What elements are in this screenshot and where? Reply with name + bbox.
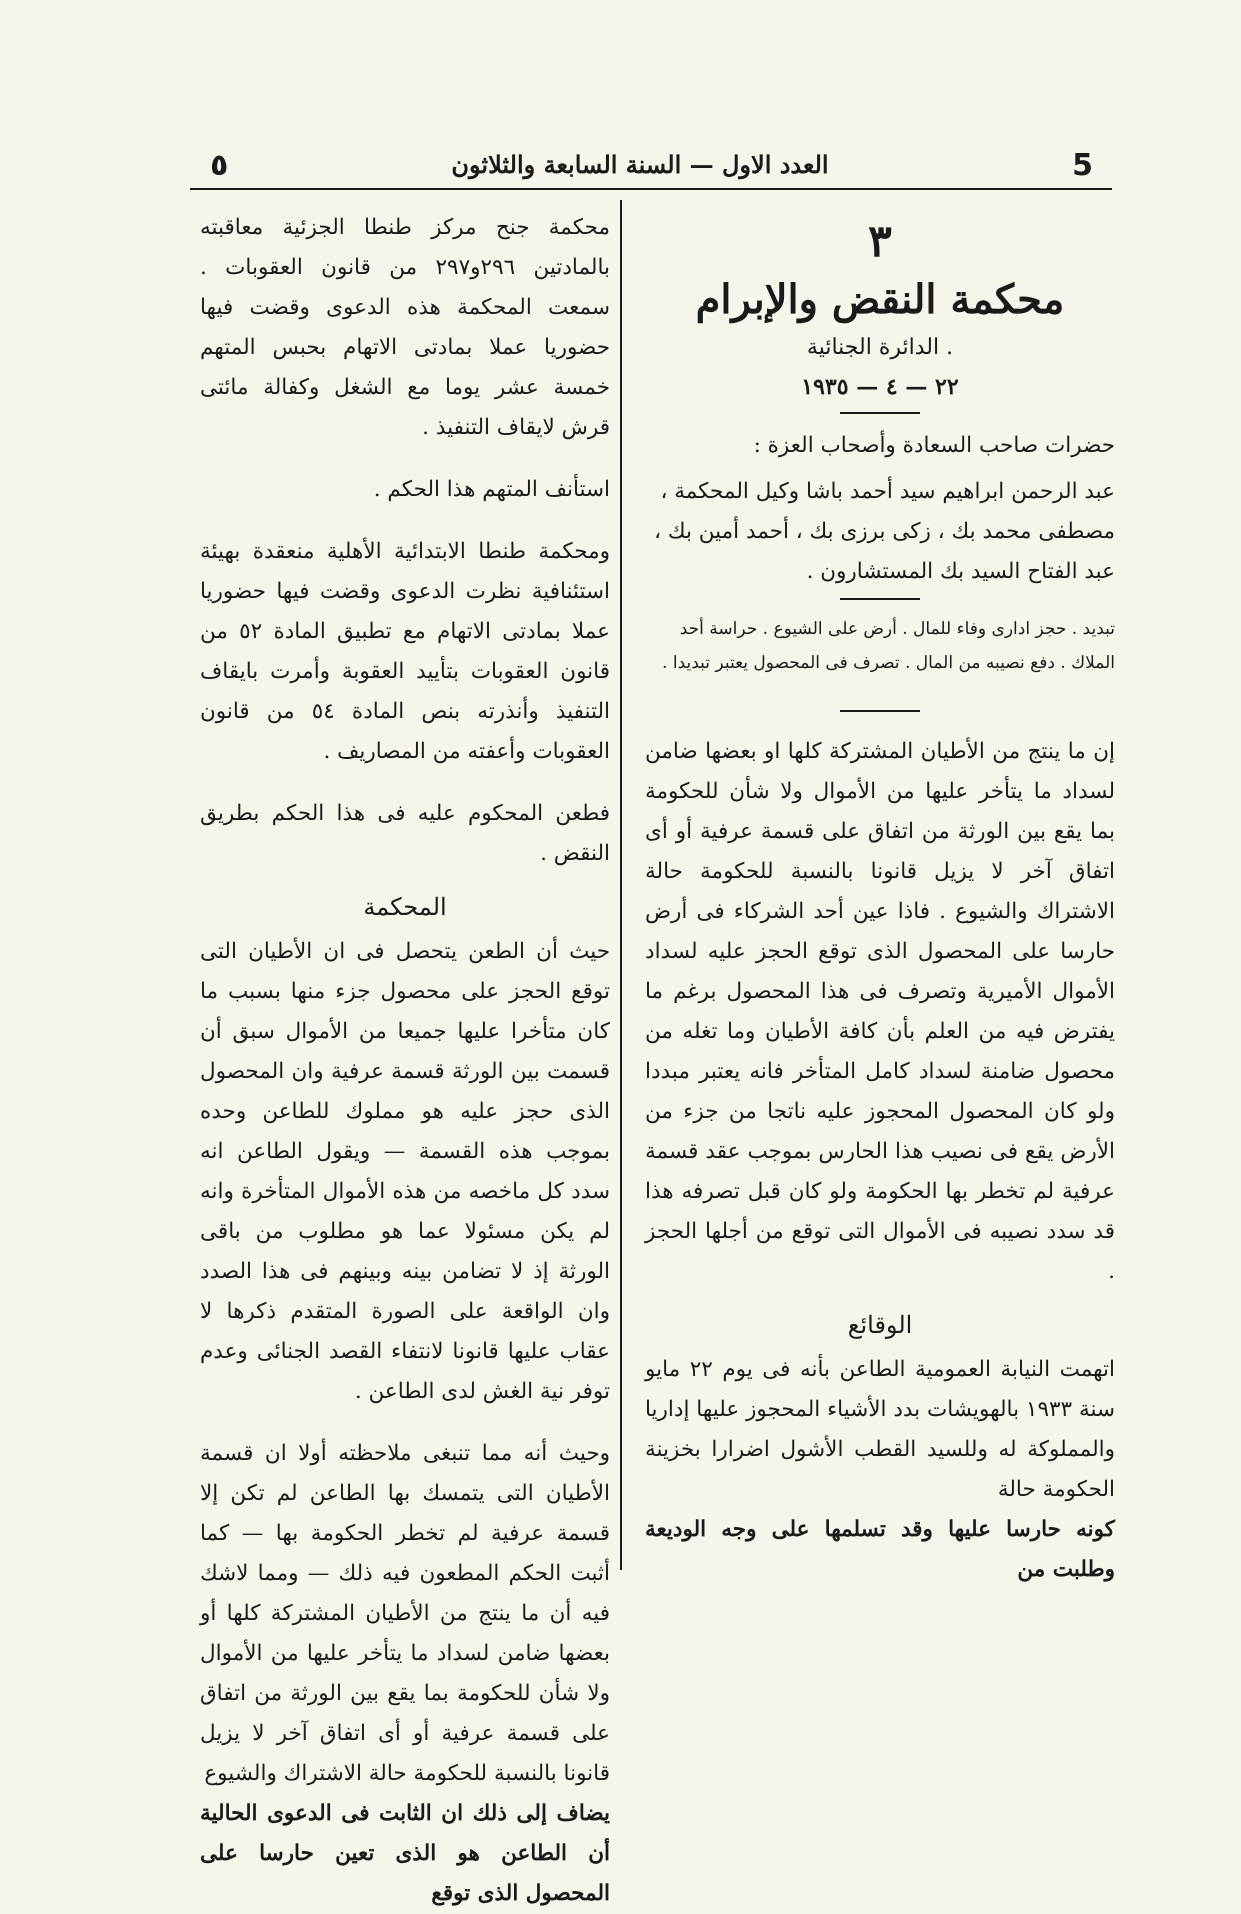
judges-rule: [840, 598, 920, 600]
facts-heading: الوقائع: [847, 1311, 913, 1339]
right-column: [645, 208, 1115, 1590]
paragraph: وحيث أنه مما تنبغى ملاحظته أولا ان قسمة الأطيان التى يتمسك بها الطاعن لم تكن إلا قسمة عرفية لم تخطر الحكومة بها — كما أثبت الحكم المطعون فيه ذلك — ومما لاشك فيه أن ما ينتج من الأطيان المشتركة كلها أو بعضها ضامن لسداد ما يتأخر عليها من الأموال ولا شأن للحكومة بما يقع بين الورثة من اتفاق على قسمة عرفية أو أى اتفاق آخر لا يزيل قانونا بالنسبة للحكومة حالة الاشتراك والشيوع: [200, 1441, 610, 1786]
left-column: [200, 208, 610, 1914]
paragraph: فطعن المحكوم عليه فى هذا الحكم بطريق النقض .: [200, 801, 610, 866]
case-number: ٣: [868, 216, 892, 267]
summary-rule: [840, 710, 920, 712]
judges-intro: حضرات صاحب السعادة وأصحاب العزة :: [753, 433, 1115, 458]
judges-list: [645, 472, 1115, 592]
judges-line: مصطفى محمد بك ، زكى برزى بك ، أحمد أمين بك ،: [654, 519, 1115, 544]
page-number-arabic: ٥: [210, 148, 229, 183]
judges-line: عبد الرحمن ابراهيم سيد أحمد باشا وكيل المحكمة ،: [660, 479, 1115, 504]
paragraph: حيث أن الطعن يتحصل فى ان الأطيان التى توقع الحجز على محصول جزء منها بسبب ما كان متأخرا عليها جميعا من الأموال سبق أن قسمت بين الورثة قسمة عرفية وان المحصول الذى حجز عليه هو مملوك للطاعن وحده بموجب هذه القسمة — ويقول الطاعن انه سدد كل ماخصه من هذه الأموال المتأخرة وانه لم يكن مسئولا عما هو مطلوب من باقى الورثة إذ لا تضامن بينه وبينهم فى هذا الصدد وان الواقعة على الصورة المتقدم ذكرها لا عقاب عليها قانونا لانتفاء القصد الجنائى وعدم توفر نية الغش لدى الطاعن .: [200, 939, 610, 1404]
paragraph: محكمة جنح مركز طنطا الجزئية معاقبته بالمادتين ٢٩٦و٢٩٧ من قانون العقوبات . سمعت المحكمة هذه الدعوى وقضت فيها حضوريا عملا بمادتى الاتهام بحبس المتهم خمسة عشر يوما مع الشغل وكفالة مائتى قرش لايقاف التنفيذ .: [200, 215, 610, 440]
ruling-date: ٢٢ — ٤ — ١٩٣٥: [801, 374, 959, 400]
page-number-latin: 5: [1072, 148, 1093, 183]
header-rule: [190, 188, 1112, 190]
circuit-name: . الدائرة الجنائية: [806, 335, 954, 360]
case-summary: تبديد . حجز ادارى وفاء للمال . أرض على الشيوع . حراسة أحد الملاك . دفع نصيبه من المال . تصرف فى المحصول يعتبر تبديدا .: [662, 619, 1115, 673]
court-heading: المحكمة: [363, 893, 447, 921]
judges-line: عبد الفتاح السيد بك المستشارون .: [806, 559, 1115, 584]
facts-text: اتهمت النيابة العمومية الطاعن بأنه فى يوم ٢٢ مايو سنة ١٩٣٣ بالهويشات بدد الأشياء المحجوز عليها إداريا والمملوكة له وللسيد القطب الأشول اضرارا بخزينة الحكومة حالة: [645, 1357, 1115, 1502]
legal-principle: إن ما ينتج من الأطيان المشتركة كلها او بعضها ضامن لسداد ما يتأخر عليها من الأموال ولا شأن للحكومة بما يقع بين الورثة من اتفاق على قسمة عرفية أو أى اتفاق آخر لا يزيل قانونا بالنسبة للحكومة حالة الاشتراك والشيوع . فاذا عين أحد الشركاء فى أرض حارسا على المحصول الذى توقع الحجز عليه لسداد الأموال الأميرية وتصرف فى هذا المحصول برغم ما يفترض فيه من العلم بأن كافة الأطيان وما تغله من محصول ضامنة لسداد كامل المتأخر فانه يعتبر مبددا ولو كان المحصول المحجوز عليه ناتجا من جزء من الأرض يقع فى نصيب هذا الحارس بموجب عقد قسمة عرفية لم تخطر بها الحكومة ولو كان قبل تصرفه هذا قد سدد نصيبه فى الأموال التى توقع من أجلها الحجز .: [645, 739, 1115, 1284]
paragraph: استأنف المتهم هذا الحكم .: [373, 477, 610, 502]
issue-title: العدد الاول — السنة السابعة والثلاثون: [451, 150, 829, 179]
facts-last-line: كونه حارسا عليها وقد تسلمها على وجه الوديعة وطلبت من: [645, 1517, 1115, 1582]
paragraph: ومحكمة طنطا الابتدائية الأهلية منعقدة بهيئة استئنافية نظرت الدعوى وقضت فيها حضوريا عملا بمادتى الاتهام مع تطبيق المادة ٥٢ من قانون العقوبات بتأييد العقوبة وأمرت بايقاف التنفيذ وأنذرته بنص المادة ٥٤ من قانون العقوبات وأعفته من المصاريف .: [200, 539, 611, 764]
date-rule: [840, 412, 920, 414]
paragraph-bold: يضاف إلى ذلك ان الثابت فى الدعوى الحالية أن الطاعن هو الذى تعين حارسا على المحصول الذى توقع: [200, 1801, 610, 1906]
court-name: محكمة النقض والإبرام: [695, 276, 1065, 323]
column-divider: [620, 200, 622, 1570]
